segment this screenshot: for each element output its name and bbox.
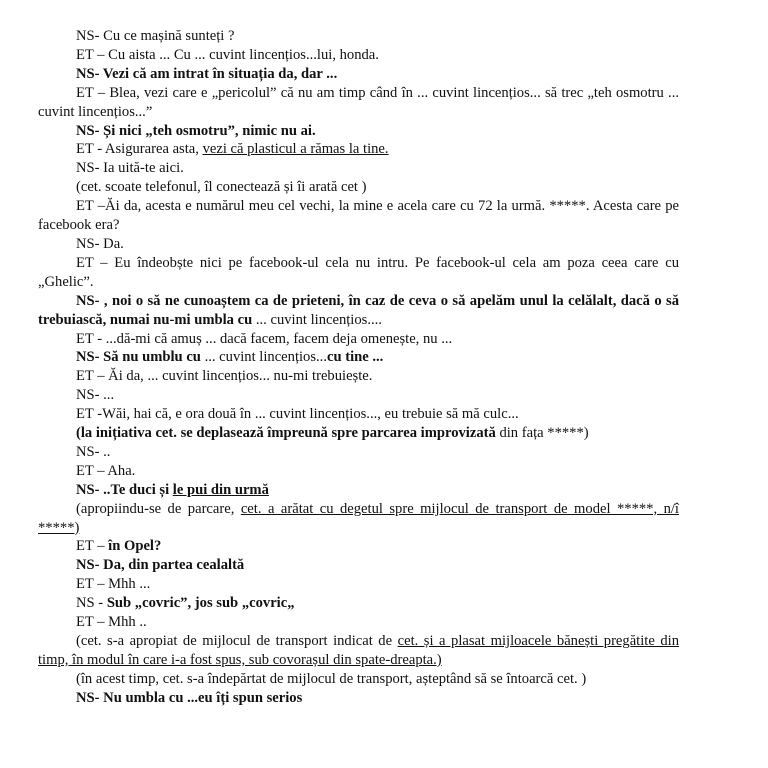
transcript-line	[38, 235, 679, 254]
transcript-line	[38, 575, 679, 594]
text-run: ... cuvint lincențios...	[200, 349, 327, 366]
text-run: ET - ...dă-mi că amuș ... dacă facem, facem deja omenește, nu ...	[76, 330, 453, 347]
transcript-line	[38, 424, 679, 443]
transcript-line	[38, 122, 679, 141]
transcript-line	[38, 670, 679, 689]
text-run: NS- Nu umbla cu ...eu îți spun serios	[76, 689, 303, 706]
text-run: NS- , noi o să ne cunoaștem ca de prieteni, în caz de ceva o să apelăm unul la celălalt, dacă o să trebuiască, numai nu-mi umbla cu	[38, 292, 679, 328]
transcript-line	[38, 405, 679, 424]
text-run: ET – Blea, vezi care e „pericolul” că nu am timp când în ... cuvint lincențios... să trec „teh osmotru ... cuvint lincențios...”	[38, 84, 679, 120]
transcript-line	[38, 632, 679, 670]
text-run: vezi că plasticul a rămas la tine.	[202, 141, 389, 158]
text-run: ET – Mhh ..	[76, 614, 147, 631]
text-run: ET -Wăi, hai că, e ora două în ... cuvint lincențios..., eu trebuie să mă culc...	[76, 406, 519, 423]
text-run: cet. și a plasat mijloacele bănești pregătite din timp, în modul în care i-a fost spus, sub covorașul din spate-dreapta.)	[38, 633, 679, 668]
text-run: din fața *****)	[495, 425, 589, 442]
transcript-line	[38, 481, 679, 500]
text-run: NS- Da, din partea cealaltă	[76, 557, 245, 574]
transcript-line	[38, 556, 679, 575]
transcript-line	[38, 500, 679, 538]
transcript-line	[38, 443, 679, 462]
text-run: ... cuvint lincențios....	[252, 311, 382, 328]
text-run: cu tine ...	[326, 349, 384, 366]
text-run: cet. a arătat cu degetul spre mijlocul de transport de model *****, n/î *****)	[38, 500, 679, 536]
text-run: (cet. s-a apropiat de mijlocul de transport indicat de	[76, 633, 398, 649]
text-run: ET –Ăi da, acesta e numărul meu cel vechi, la mine e acela care cu 72 la urmă. *****. Acesta care pe facebook era?	[38, 198, 679, 234]
transcript-line	[38, 27, 679, 46]
transcript-line	[38, 46, 679, 65]
transcript-line	[38, 594, 679, 613]
transcript-line	[38, 84, 679, 122]
transcript-line	[38, 254, 679, 292]
transcript-line	[38, 613, 679, 632]
text-run: NS- Vezi că am intrat în situația da, dar ...	[76, 65, 338, 82]
transcript-line	[38, 330, 679, 349]
text-run: (în acest timp, cet. s-a îndepărtat de mijlocul de transport, așteptând să se întoarcă cet. )	[76, 670, 587, 687]
text-run: ET – Mhh ...	[76, 576, 151, 593]
text-run: ET – Cu aista ... Cu ... cuvint lincențios...lui, honda.	[76, 46, 379, 63]
transcript-line	[38, 689, 679, 708]
text-run: NS- ...	[76, 387, 115, 404]
transcript-line	[38, 537, 679, 556]
text-run: NS -	[76, 595, 107, 612]
text-run: ET – Eu îndeobște nici pe facebook-ul cela nu intru. Pe facebook-ul cela am poza ceea care cu „Ghelic”.	[38, 254, 679, 290]
transcript-line	[38, 140, 679, 159]
text-run: în Opel?	[108, 538, 162, 555]
text-run: ET – Aha.	[76, 462, 136, 479]
text-run: ET –	[76, 538, 109, 555]
text-run: ET – Ăi da, ... cuvint lincențios... nu-mi trebuiește.	[76, 368, 373, 385]
transcript-line	[38, 178, 679, 197]
text-run: (la inițiativa cet. se deplasează împreună spre parcarea improvizată	[76, 425, 496, 442]
transcript-text	[38, 27, 679, 708]
text-run: NS- Ia uită-te aici.	[76, 160, 184, 177]
text-run: NS- Da.	[76, 235, 124, 252]
text-run: NS- Să nu umblu cu	[76, 349, 201, 366]
text-run: NS- ..	[76, 443, 111, 460]
transcript-line	[38, 462, 679, 481]
transcript-line	[38, 159, 679, 178]
transcript-line	[38, 197, 679, 235]
text-run: NS- Cu ce mașină sunteți ?	[76, 28, 235, 44]
transcript-line	[38, 348, 679, 367]
text-run: le pui din urmă	[172, 481, 269, 498]
transcript-line	[38, 386, 679, 405]
text-run: NS- ..Te duci și	[76, 481, 173, 498]
text-run: ET - Asigurarea asta,	[76, 141, 203, 158]
text-run: Sub „covric”, jos sub „covric„	[106, 595, 295, 612]
text-run: (cet. scoate telefonul, îl conectează și îi arată cet )	[76, 179, 367, 196]
transcript-line	[38, 65, 679, 84]
transcript-line	[38, 367, 679, 386]
text-run: (apropiindu-se de parcare,	[76, 500, 241, 517]
transcript-line	[38, 292, 679, 330]
text-run: NS- Și nici „teh osmotru”, nimic nu ai.	[76, 122, 316, 139]
